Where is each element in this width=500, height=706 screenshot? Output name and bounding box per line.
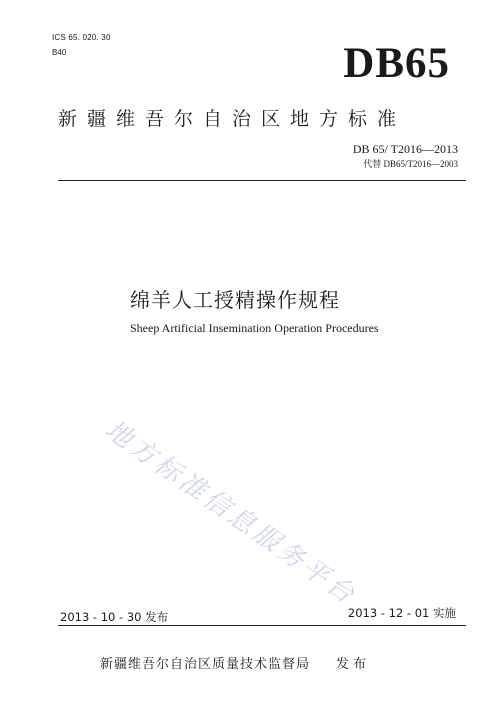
ics-code: ICS 65. 020. 30	[52, 33, 111, 42]
standard-type-heading: 新疆维吾尔自治区地方标准	[58, 108, 407, 130]
issue-date: 2013 - 10 - 30 发布	[60, 610, 169, 624]
document-title-cn: 绵羊人工授精操作规程	[130, 288, 340, 312]
watermark-text: 地方标准信息服务平台	[99, 414, 363, 612]
standard-code: DB65	[343, 40, 450, 87]
bottom-divider	[58, 625, 466, 626]
issuer-name: 新疆维吾尔自治区质量技术监督局	[100, 657, 311, 672]
top-divider	[58, 180, 466, 181]
standard-number: DB 65/ T2016—2013	[352, 142, 458, 156]
ccs-code: B40	[52, 48, 67, 57]
issuer-line	[100, 653, 370, 672]
document-title-en: Sheep Artificial Insemination Operation Procedures	[130, 321, 379, 335]
watermark	[86, 410, 383, 643]
issuer-action: 发布	[336, 657, 371, 672]
replaces-standard: 代替 DB65/T2016—2003	[363, 159, 458, 169]
implementation-date: 2013 - 12 - 01 实施	[347, 606, 456, 620]
